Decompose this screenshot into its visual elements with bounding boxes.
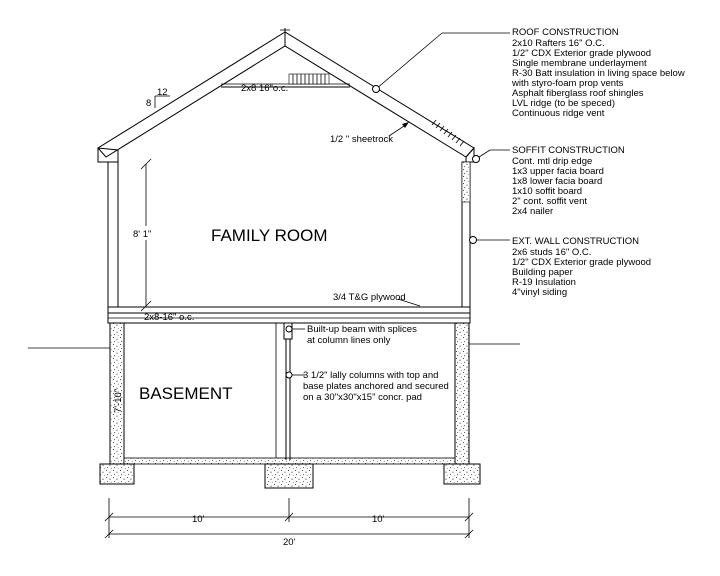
soffit-note-line: Cont. mtl drip edge <box>512 156 593 167</box>
wall-construction-title: EXT. WALL CONSTRUCTION <box>512 236 640 247</box>
basement-label: BASEMENT <box>139 384 233 403</box>
roof-construction-title: ROOF CONSTRUCTION <box>512 27 619 38</box>
wall-note-line: Building paper <box>512 267 573 278</box>
column-note-line1: 3 1/2" lally columns with top and <box>303 370 439 381</box>
roof-insulation-hatch <box>432 120 464 146</box>
footing-left <box>100 464 134 484</box>
wall-height-dimension <box>130 159 162 311</box>
ceiling-joist-label: 2x8 16"o.c. <box>241 83 289 94</box>
sheetrock-label: 1/2 " sheetrock <box>330 134 394 145</box>
soffit-note-line: 1x8 lower facia board <box>512 176 603 187</box>
wall-construction-note <box>512 236 651 298</box>
soffit-construction-title: SOFFIT CONSTRUCTION <box>512 145 625 156</box>
span-dimensions <box>105 498 473 548</box>
subfloor-label: 3/4 T&G plywood <box>333 292 406 303</box>
column-pad <box>265 464 313 488</box>
family-room-label: FAMILY ROOM <box>211 226 328 245</box>
wall-note-line: 2x6 studs 16" O.C. <box>512 247 592 258</box>
floor-joist-label: 2x8-16" o.c. <box>144 312 195 323</box>
column-note-line2: base plates anchored and secured <box>303 381 449 392</box>
column-note-line3: on a 30"x30"x15" concr. pad <box>303 392 422 403</box>
roof-note-line: Single membrane underlayment <box>512 58 647 69</box>
roof-note-line: Continuous ridge vent <box>512 108 605 119</box>
roof <box>98 28 474 162</box>
pitch-run-label: 12 <box>157 87 168 98</box>
wall-height-label: 8' 1" <box>133 229 152 240</box>
dimension-total-span: 20' <box>283 537 296 548</box>
footing-right <box>444 464 480 484</box>
roof-note-line: 2x10 Rafters 16" O.C. <box>512 38 605 49</box>
wall-note-line: R-19 Insulation <box>512 277 576 288</box>
beam-note-line1: Built-up beam with splices <box>307 324 417 335</box>
beam-note-line2: at column lines only <box>307 335 391 346</box>
dimension-right-span: 10' <box>372 514 385 525</box>
roof-note-line: LVL ridge (to be speced) <box>512 98 615 109</box>
soffit-note-line: 1x3 upper facia board <box>512 166 604 177</box>
ridge-insulation <box>289 74 329 84</box>
soffit-note-line: 1x10 soffit board <box>512 186 583 197</box>
roof-note-line: Asphalt fiberglass roof shingles <box>512 88 644 99</box>
roof-note-line: with styro-foam prop vents <box>512 78 624 89</box>
basement <box>28 323 520 488</box>
basement-height-label: 7'-10" <box>113 388 124 413</box>
roof-note-line: R-30 Batt insulation in living space below <box>512 68 685 79</box>
pitch-rise-label: 8 <box>146 98 152 109</box>
soffit-note-line: 2" cont. soffit vent <box>512 196 588 207</box>
soffit-vent <box>462 162 470 202</box>
roof-note-line: 1/2" CDX Exterior grade plywood <box>512 48 652 59</box>
roof-construction-note <box>511 27 685 119</box>
soffit-construction-note <box>512 145 625 217</box>
dimension-left-span: 10' <box>192 514 205 525</box>
soffit-note-line: 2x4 nailer <box>512 206 554 217</box>
wall-note-line: 4"vinyl siding <box>512 287 568 298</box>
wall-note-line: 1/2" CDX Exterior grade plywood <box>512 257 652 268</box>
foundation-wall-right <box>455 323 469 464</box>
